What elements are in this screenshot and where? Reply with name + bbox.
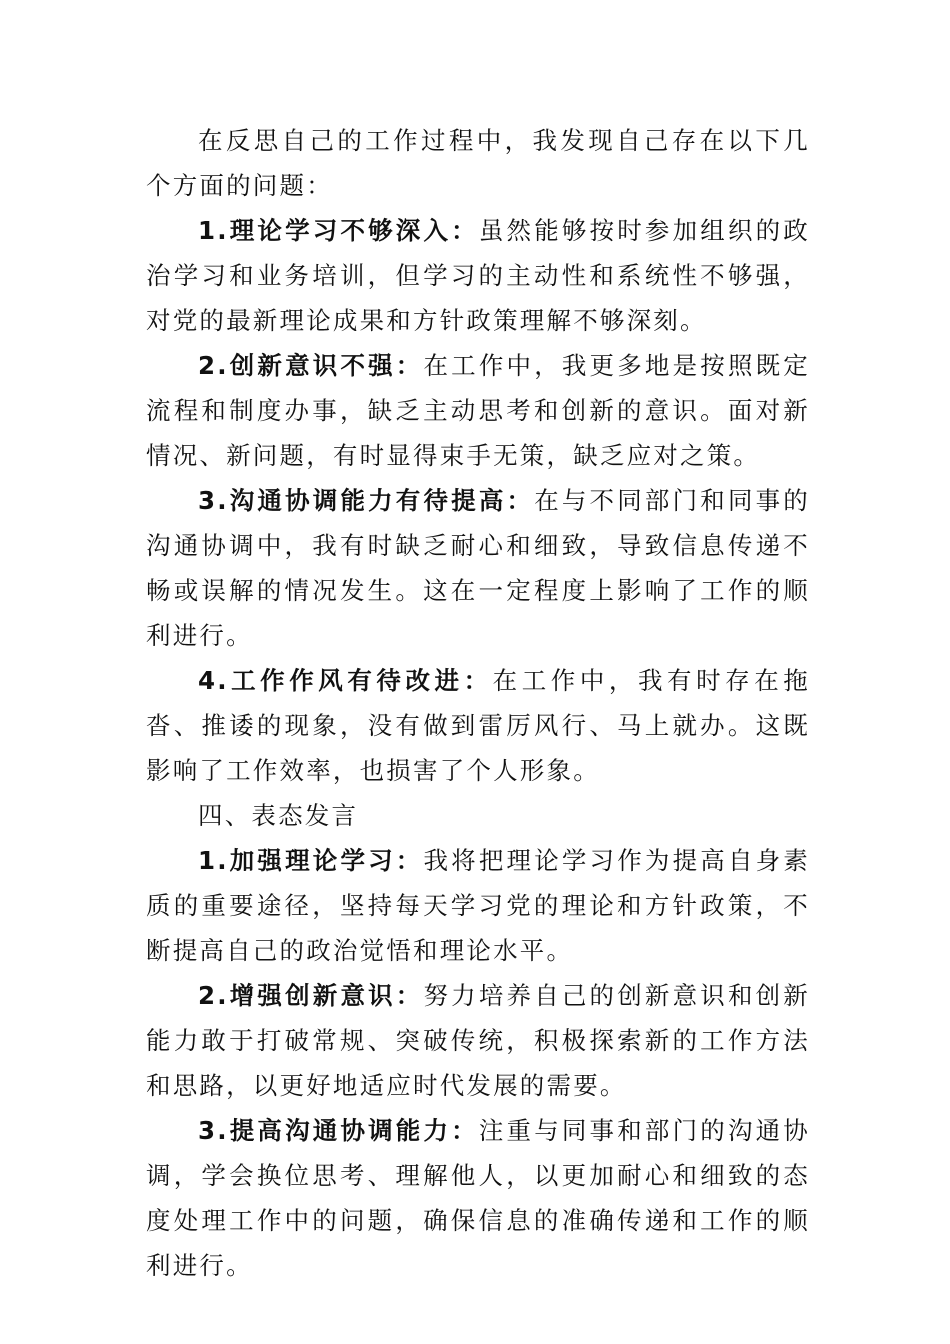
problem-text-1: 虽然能够按时参加组织的政治学习和业务培训，但学习的主动性和系统性不够强，对党的最新理论成果和方针政策理解不够深刻。: [146, 216, 810, 335]
problem-lead-1: 1.理论学习不够深入：: [198, 216, 479, 245]
intro-paragraph: [146, 118, 810, 208]
commitment-text-1: 我将把理论学习作为提高自身素质的重要途径，坚持每天学习党的理论和方针政策，不断提高自己的政治觉悟和理论水平。: [146, 846, 810, 965]
problem-text-2: 在工作中，我更多地是按照既定流程和制度办事，缺乏主动思考和创新的意识。面对新情况、新问题，有时显得束手无策，缺乏应对之策。: [146, 351, 810, 470]
problem-text-3: 在与不同部门和同事的沟通协调中，我有时缺乏耐心和细致，导致信息传递不畅或误解的情况发生。这在一定程度上影响了工作的顺利进行。: [146, 486, 811, 650]
problem-text-4: 在工作中，我有时存在拖沓、推诿的现象，没有做到雷厉风行、马上就办。这既影响了工作效率，也损害了个人形象。: [146, 666, 810, 785]
commitment-item-1: [146, 838, 810, 973]
commitment-item-2: [146, 973, 810, 1108]
problem-lead-4: 4.工作作风有待改进：: [198, 666, 493, 695]
intro-text: 在反思自己的工作过程中，我发现自己存在以下几个方面的问题：: [146, 126, 810, 200]
commitment-lead-2: 2.增强创新意识：: [198, 981, 424, 1010]
problem-lead-2: 2.创新意识不强：: [198, 351, 424, 380]
problem-lead-3: 3.沟通协调能力有待提高：: [198, 486, 535, 515]
section-heading: [146, 793, 810, 838]
problem-item-2: [146, 343, 810, 478]
problem-item-3: [146, 478, 810, 658]
commitment-lead-1: 1.加强理论学习：: [198, 846, 424, 875]
document-body: [146, 118, 810, 1288]
commitment-text-2: 努力培养自己的创新意识和创新能力敢于打破常规、突破传统，积极探索新的工作方法和思路，以更好地适应时代发展的需要。: [146, 981, 810, 1100]
commitment-item-3: [146, 1108, 810, 1288]
commitment-lead-3: 3.提高沟通协调能力：: [198, 1116, 479, 1145]
problem-item-1: [146, 208, 810, 343]
problem-item-4: [146, 658, 810, 793]
section-heading-text: 四、表态发言: [198, 801, 359, 830]
commitment-text-3: 注重与同事和部门的沟通协调，学会换位思考、理解他人，以更加耐心和细致的态度处理工作中的问题，确保信息的准确传递和工作的顺利进行。: [146, 1116, 810, 1280]
